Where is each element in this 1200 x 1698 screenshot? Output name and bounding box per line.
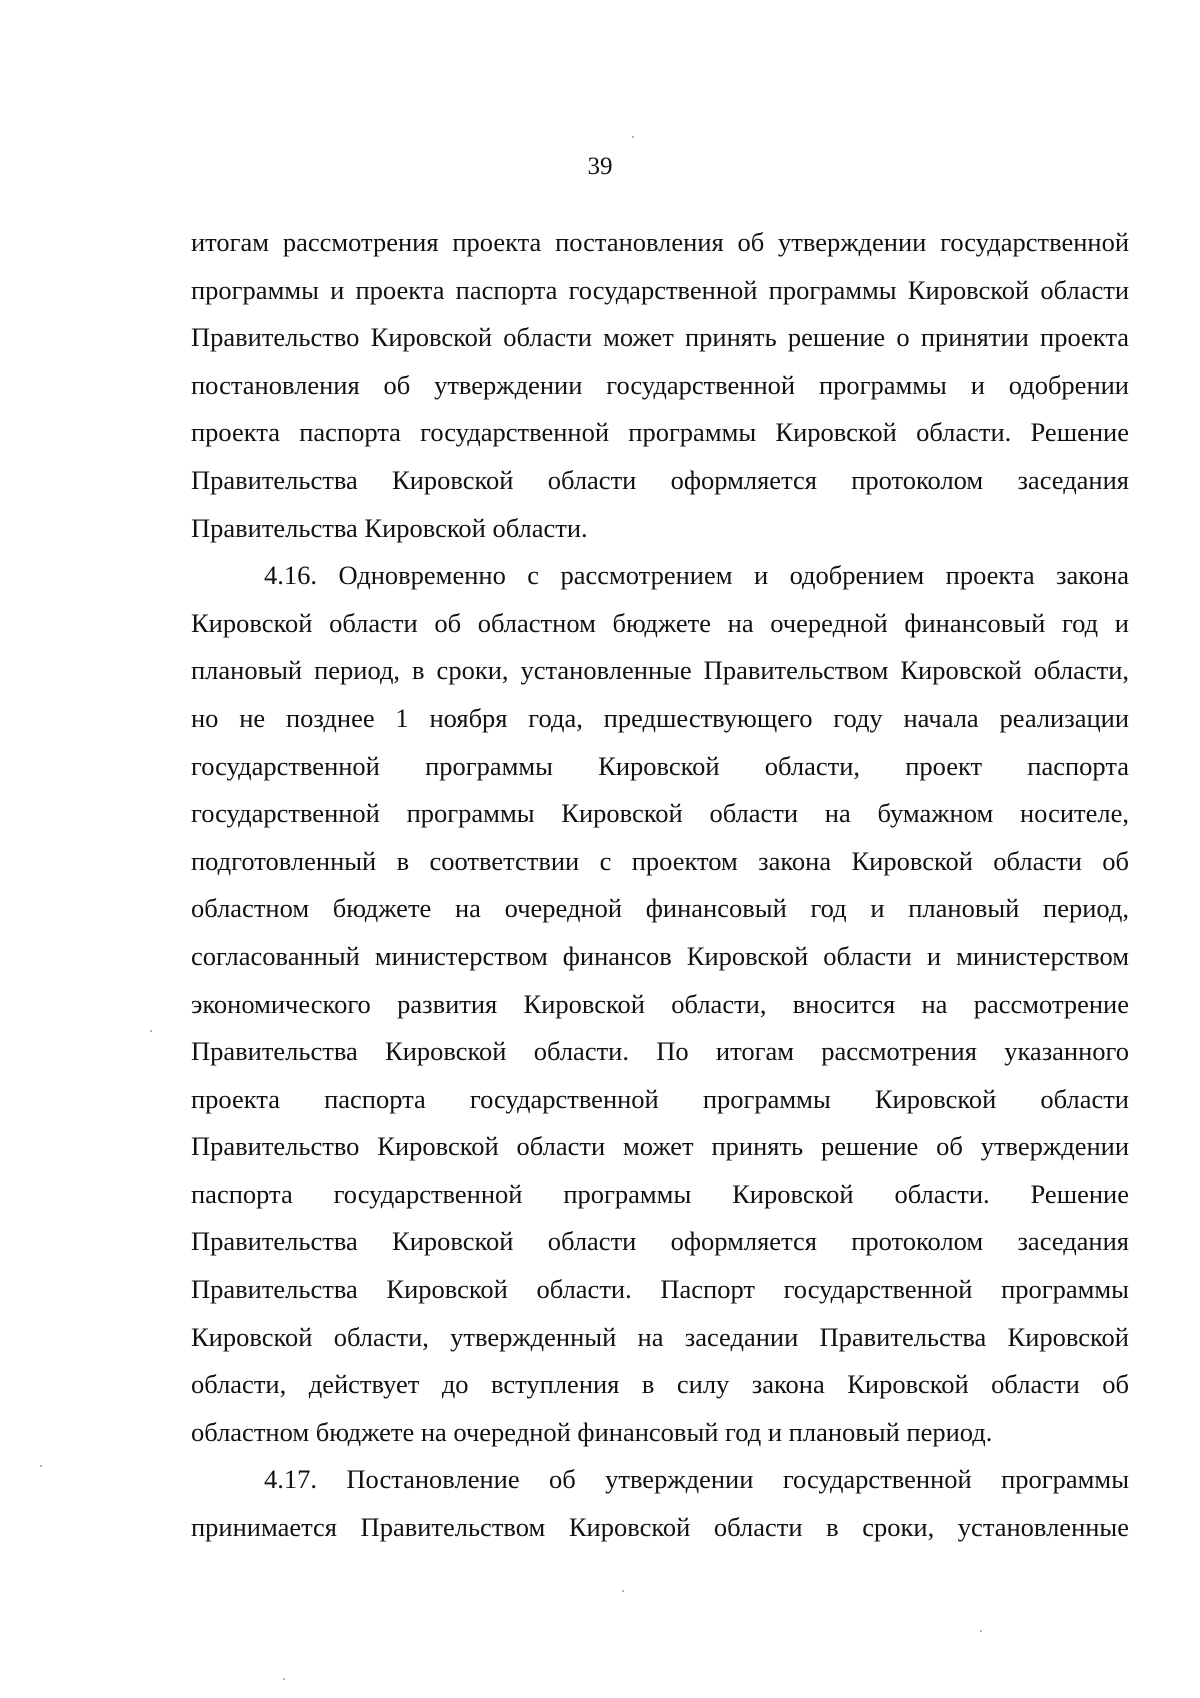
text-line: Правительство Кировской области может принять решение о принятии проекта: [191, 322, 1129, 353]
text-line: государственной программы Кировской области, проект паспорта: [191, 750, 1129, 781]
scan-speck: [632, 136, 634, 138]
text-line: экономического развития Кировской области, вносится на рассмотрение: [191, 988, 1129, 1019]
text-line: Правительства Кировской области.: [191, 512, 588, 543]
text-line: проекта паспорта государственной программы Кировской области. Решение: [191, 417, 1129, 448]
scan-speck: [40, 1465, 42, 1467]
scan-speck: [283, 1678, 285, 1680]
text-line: области, действует до вступления в силу закона Кировской области об: [191, 1369, 1129, 1400]
text-line: подготовленный в соответствии с проектом закона Кировской области об: [191, 845, 1129, 876]
text-line: постановления об утверждении государственной программы и одобрении: [191, 369, 1129, 400]
text-line: паспорта государственной программы Кировской области. Решение: [191, 1178, 1129, 1209]
text-line: итогам рассмотрения проекта постановления об утверждении государственной: [191, 227, 1129, 257]
text-line: плановый период, в сроки, установленные Правительством Кировской области,: [191, 655, 1129, 686]
text-line: согласованный министерством финансов Кировской области и министерством: [191, 940, 1129, 971]
text-line: принимается Правительством Кировской области в сроки, установленные: [191, 1512, 1129, 1543]
text-line: Правительство Кировской области может принять решение об утверждении: [191, 1131, 1129, 1162]
text-line: Кировской области об областном бюджете на очередной финансовый год и: [191, 607, 1129, 638]
page-number: 39: [587, 153, 613, 180]
paragraph-4-17: [191, 1456, 1129, 1551]
paragraph-4-16: [191, 552, 1129, 1456]
scan-speck: [980, 1630, 982, 1632]
text-line: 4.17. Постановление об утверждении государственной программы: [264, 1464, 1129, 1495]
text-line: проекта паспорта государственной программы Кировской области: [191, 1083, 1129, 1114]
scan-speck: [622, 1590, 624, 1592]
text-line: Правительства Кировской области оформляется протоколом заседания: [191, 1226, 1129, 1257]
document-body: [191, 219, 1129, 1552]
paragraph-continuation: [191, 219, 1129, 552]
text-line: Кировской области, утвержденный на заседании Правительства Кировской: [191, 1321, 1129, 1352]
text-line: областном бюджете на очередной финансовый год и плановый период,: [191, 893, 1129, 924]
text-line: областном бюджете на очередной финансовый год и плановый период.: [191, 1416, 993, 1447]
text-line: Правительства Кировской области. По итогам рассмотрения указанного: [191, 1036, 1129, 1067]
text-line: государственной программы Кировской области на бумажном носителе,: [191, 798, 1129, 829]
text-line: но не позднее 1 ноября года, предшествующего году начала реализации: [191, 702, 1129, 733]
text-line: 4.16. Одновременно с рассмотрением и одобрением проекта закона: [264, 560, 1129, 591]
text-line: Правительства Кировской области. Паспорт государственной программы: [191, 1274, 1129, 1305]
text-line: программы и проекта паспорта государственной программы Кировской области: [191, 274, 1129, 305]
text-line: Правительства Кировской области оформляется протоколом заседания: [191, 464, 1129, 495]
scan-speck: [150, 1030, 152, 1032]
